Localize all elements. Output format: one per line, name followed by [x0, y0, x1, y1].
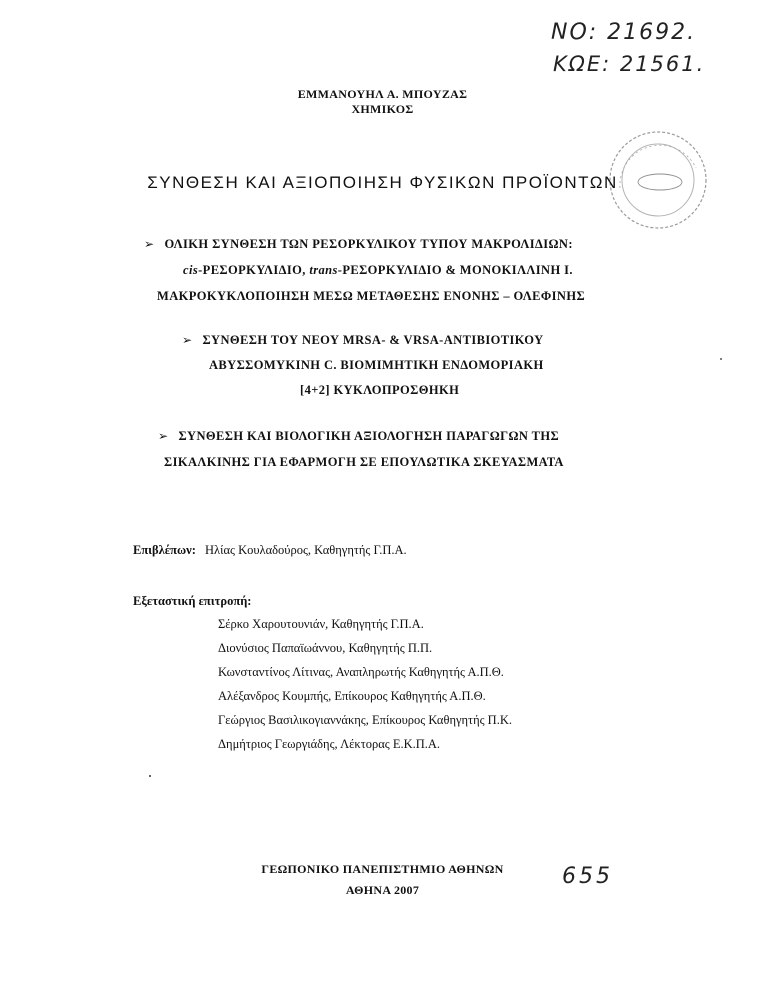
topic-1-text-1: ΟΛΙΚΗ ΣΥΝΘΕΣΗ ΤΩΝ ΡΕΣΟΡΚΥΛΙΚΟΥ ΤΥΠΟΥ ΜΑΚΡΟΛΙΔΙΩΝ: [164, 237, 573, 251]
thesis-title: ΣΥΝΘΕΣΗ ΚΑΙ ΑΞΙΟΠΟΙΗΣΗ ΦΥΣΙΚΩΝ ΠΡΟΪΟΝΤΩΝ [147, 173, 618, 192]
committee-member: Σέρκο Χαρουτουνιάν, Καθηγητής Γ.Π.Α. [218, 617, 424, 631]
committee-member: Γεώργιος Βασιλικογιαννάκης, Επίκουρος Καθηγητής Π.Κ. [218, 713, 512, 727]
topic-1-cis: cis [183, 263, 199, 277]
topic-1-line-3: ΜΑΚΡΟΚΥΚΛΟΠΟΙΗΣΗ ΜΕΣΩ ΜΕΤΑΘΕΣΗΣ ΕΝΟΝΗΣ – ΟΛΕΦΙΝΗΣ [157, 289, 586, 303]
bullet-arrow-icon: ➢ [182, 333, 193, 347]
place-year: ΑΘΗΝΑ 2007 [345, 883, 420, 897]
handwritten-page-mark: 655 [562, 864, 613, 889]
topic-1-text-2b: -ΡΕΣΟΡΚΥΛΙΔΙΟ & ΜΟΝΟΚΙΛΛΙΝΗ Ι. [337, 263, 573, 277]
committee-member: Κωνσταντίνος Λίτινας, Αναπληρωτής Καθηγητής Α.Π.Θ. [218, 665, 504, 679]
topic-1-line-1 [144, 237, 573, 252]
handwritten-number-2: ΚΩΕ: 21561. [553, 52, 706, 76]
committee-member: Διονύσιος Παπαϊωάννου, Καθηγητής Π.Π. [218, 641, 433, 655]
committee-member: Δημήτριος Γεωργιάδης, Λέκτορας Ε.Κ.Π.Α. [218, 737, 441, 751]
supervisor-name: Ηλίας Κουλαδούρος, Καθηγητής Γ.Π.Α. [205, 543, 407, 557]
scan-speck [149, 775, 151, 777]
topic-3-line-2: ΣΙΚΑΛΚΙΝΗΣ ΓΙΑ ΕΦΑΡΜΟΓΗ ΣΕ ΕΠΟΥΛΩΤΙΚΑ ΣΚΕΥΑΣΜΑΤΑ [164, 455, 564, 469]
handwritten-number-1: ΝΟ: 21692. [551, 20, 697, 45]
topic-2-line-2: ΑΒΥΣΣΟΜΥΚΙΝΗ C. ΒΙΟΜΙΜΗΤΙΚΗ ΕΝΔΟΜΟΡΙΑΚΗ [209, 358, 544, 372]
bullet-arrow-icon: ➢ [144, 237, 155, 251]
scan-speck [720, 358, 722, 360]
supervisor-line [133, 543, 407, 558]
bullet-arrow-icon: ➢ [158, 429, 169, 443]
author-role: ΧΗΜΙΚΟΣ [351, 102, 414, 116]
topic-2-line-1 [182, 333, 544, 348]
committee-label: Εξεταστική επιτροπή: [133, 594, 252, 608]
topic-1-text-2a: -ΡΕΣΟΡΚΥΛΙΔΙΟ, [198, 263, 310, 277]
topic-2-text-1: ΣΥΝΘΕΣΗ ΤΟΥ ΝΕΟΥ MRSA- & VRSA-ΑΝΤΙΒΙΟΤΙΚΟΥ [202, 333, 544, 347]
topic-3-line-1 [158, 429, 559, 444]
institution-name: ΓΕΩΠΟΝΙΚΟ ΠΑΝΕΠΙΣΤΗΜΙΟ ΑΘΗΝΩΝ [261, 862, 504, 876]
topic-3-text-1: ΣΥΝΘΕΣΗ ΚΑΙ ΒΙΟΛΟΓΙΚΗ ΑΞΙΟΛΟΓΗΣΗ ΠΑΡΑΓΩΓΩΝ ΤΗΣ [178, 429, 560, 443]
topic-2-line-3: [4+2] ΚΥΚΛΟΠΡΟΣΘΗΚΗ [300, 383, 460, 397]
supervisor-label: Επιβλέπων: [133, 543, 196, 557]
topic-1-trans: trans [309, 263, 338, 277]
topic-1-line-2 [183, 263, 573, 278]
committee-member: Αλέξανδρος Κουμπής, Επίκουρος Καθηγητής Α.Π.Θ. [218, 689, 486, 703]
author-name: ΕΜΜΑΝΟΥΗΛ Α. ΜΠΟΥΖΑΣ [297, 87, 468, 101]
